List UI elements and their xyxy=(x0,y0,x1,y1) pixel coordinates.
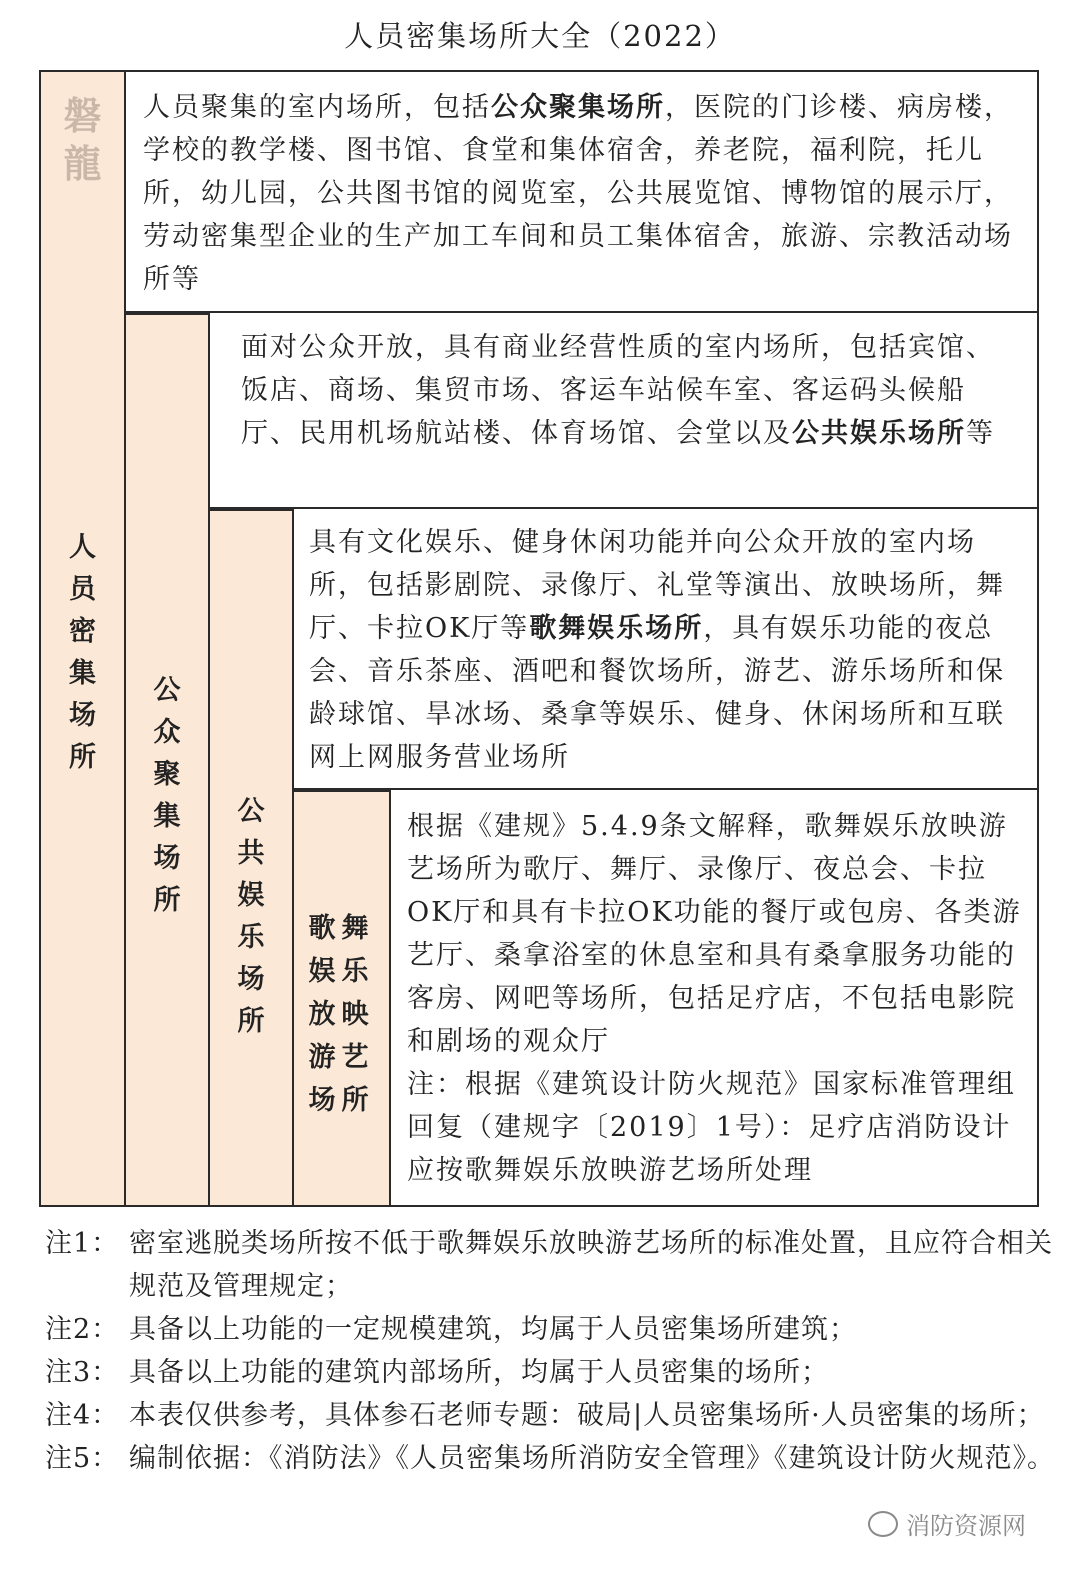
emphasis-text: 歌舞娱乐场所 xyxy=(529,613,704,644)
category-label xyxy=(294,907,389,1122)
logo-char: 龍 xyxy=(63,141,102,186)
label-char: 集 xyxy=(69,658,96,689)
category-label xyxy=(126,670,208,922)
description-text: 根据《建规》5.4.9条文解释，歌舞娱乐放映游艺场所为歌厅、舞厅、录像厅、夜总会、卡拉OK厅和具有卡拉OK功能的餐厅或包房、各类游艺厅、桑拿浴室的休息室和具有桑拿服务功能的客房、网吧等场所，包括足疗店，不包括电影院和剧场的观众厅 xyxy=(407,811,1022,1057)
note-label: 注5： xyxy=(45,1443,120,1474)
label-char: 放映 xyxy=(308,999,375,1030)
label-char: 共 xyxy=(237,838,265,869)
description-song-dance xyxy=(407,805,1032,1192)
label-char: 娱乐 xyxy=(308,956,375,987)
label-char: 场 xyxy=(237,964,265,995)
note-item xyxy=(45,1394,1065,1437)
note-item xyxy=(45,1351,1065,1394)
note-label: 注2： xyxy=(45,1314,120,1345)
logo-char: 磐 xyxy=(63,93,102,138)
category-column-public-gathering xyxy=(126,313,210,1205)
note-text: 本表仅供参考，具体参石老师专题：破局|人员密集场所·人员密集的场所； xyxy=(129,1400,1045,1431)
label-char: 游艺 xyxy=(308,1042,375,1073)
description-text: 人员聚集的室内场所，包括 xyxy=(143,92,491,123)
description-personnel-dense xyxy=(143,86,1023,301)
label-char: 所 xyxy=(237,1006,265,1037)
label-char: 场 xyxy=(153,843,181,874)
category-column-song-dance xyxy=(294,790,391,1205)
label-char: 众 xyxy=(153,717,181,748)
note-label: 注4： xyxy=(45,1400,120,1431)
row-divider xyxy=(210,507,1037,509)
description-text: ，具有娱乐功能的夜总会、音乐茶座、酒吧和餐饮场所，游艺、游乐场所和保龄球馆、旱冰场、桑拿等娱乐、健身、休闲场所和互联网上网服务营业场所 xyxy=(309,613,1005,773)
description-text: 具有文化娱乐、健身休闲功能并向公众开放的室内场所，包括影剧院、录像厅、礼堂等演出、放映场所，舞厅、卡拉OK厅等 xyxy=(309,527,1005,644)
emphasis-text: 公众聚集场所 xyxy=(491,92,665,123)
description-text: ，医院的门诊楼、病房楼，学校的教学楼、图书馆、食堂和集体宿舍，养老院，福利院，托儿所，幼儿园，公共图书馆的阅览室，公共展览馆、博物馆的展示厅，劳动密集型企业的生产加工车间和员工集体宿舍，旅游、宗教活动场所等 xyxy=(143,92,1013,295)
label-char: 公 xyxy=(153,675,181,706)
classification-table xyxy=(39,70,1039,1207)
label-char: 场 xyxy=(69,700,96,731)
category-label xyxy=(210,791,292,1043)
label-char: 人 xyxy=(69,532,96,563)
category-label xyxy=(41,527,124,779)
notes-section xyxy=(45,1222,1065,1480)
label-char: 娱 xyxy=(237,880,265,911)
label-char: 员 xyxy=(69,574,96,605)
note-item xyxy=(45,1222,1065,1308)
page-title: 人员密集场所大全（2022） xyxy=(344,19,736,53)
wechat-icon xyxy=(868,1511,898,1537)
watermark-text: 消防资源网 xyxy=(906,1512,1026,1540)
label-char: 场所 xyxy=(308,1085,375,1116)
watermark xyxy=(868,1506,1026,1541)
note-label: 注1： xyxy=(45,1228,120,1259)
row-divider xyxy=(294,788,1037,790)
label-char: 所 xyxy=(153,885,181,916)
label-char: 公 xyxy=(237,796,265,827)
label-char: 歌舞 xyxy=(308,913,375,944)
note-text: 编制依据：《消防法》《人员密集场所消防安全管理》《建筑设计防火规范》。 xyxy=(129,1443,1055,1474)
category-column-personnel-dense xyxy=(41,72,126,1205)
note-item xyxy=(45,1437,1065,1480)
category-column-public-entertainment xyxy=(210,509,294,1205)
logo xyxy=(41,92,124,188)
emphasis-text: 公共娱乐场所 xyxy=(792,418,966,449)
note-item xyxy=(45,1308,1065,1351)
label-char: 聚 xyxy=(153,759,181,790)
label-char: 乐 xyxy=(237,922,265,953)
note-text: 具备以上功能的一定规模建筑，均属于人员密集场所建筑； xyxy=(129,1314,857,1345)
note-label: 注3： xyxy=(45,1357,120,1388)
row-divider xyxy=(126,311,1037,313)
description-note: 注：根据《建筑设计防火规范》国家标准管理组回复（建规字〔2019〕1号）：足疗店消防设计应按歌舞娱乐放映游艺场所处理 xyxy=(407,1069,1016,1186)
description-text: 面对公众开放，具有商业经营性质的室内场所，包括宾馆、饭店、商场、集贸市场、客运车站候车室、客运码头候船厅、民用机场航站楼、体育场馆、会堂以及 xyxy=(241,332,995,449)
label-char: 所 xyxy=(69,742,96,773)
description-public-entertainment xyxy=(309,521,1029,779)
note-text: 具备以上功能的建筑内部场所，均属于人员密集的场所； xyxy=(129,1357,829,1388)
description-text: 等 xyxy=(966,418,995,449)
note-text: 密室逃脱类场所按不低于歌舞娱乐放映游艺场所的标准处置，且应符合相关规范及管理规定； xyxy=(129,1228,1053,1302)
description-public-gathering xyxy=(241,326,1021,455)
label-char: 密 xyxy=(69,616,96,647)
label-char: 集 xyxy=(153,801,181,832)
